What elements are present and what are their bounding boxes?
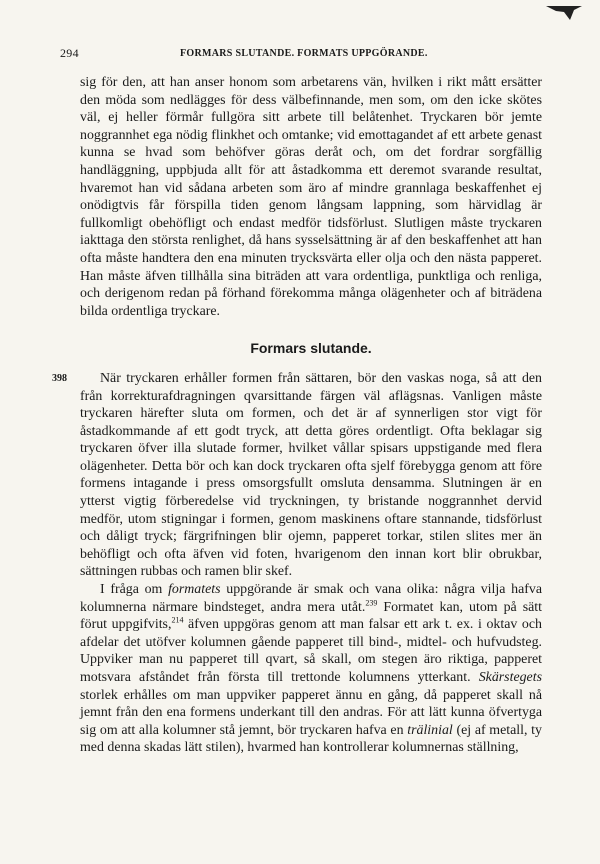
italic-term: Skärstegets — [478, 670, 542, 685]
running-title: FORMARS SLUTANDE. FORMATS UPPGÖRANDE. — [180, 48, 428, 59]
section-heading: Formars slutande. — [250, 340, 372, 357]
paragraph-formars-slutande: När tryckaren erhåller formen från sättaren, bör den vaskas noga, så att den från korrekturafdragningen qvarsittande färgen väl aflägsnas. Vanligen måste tryckaren härefter sluta om formen, och det är af synnerligen stor vigt för åstadkommande af ett godt tryck, att detta göres ordentligt. Ofta beklagar sig tryckaren öfver illa slutade former, hvilket vållar spisars uppstigande med flera olägenheter. Detta bör och kan dock tryckaren ofta sjelf förebygga genom att före formens intagande i press omsorgsfullt omsluta densamma. Slutningen är en ytterst vigtig förberedelse vid tryckningen, ty bristande noggrannhet dervid medför, utom stigningar i formen, genom maskinens oftare stannande, tidsförlust och dåligt tryck; färgrifningen blir ojemn, papperet torkar, stilen slites mer än behöfligt och ofta äfven vid foten, hvarigenom den innan kort blir obrukbar, sättningen rubbas och ramen blir skef. — [80, 370, 542, 580]
paragraph-continued: sig för den, att han anser honom som arbetarens vän, hvilken i rikt mått ersätter den möda som nedlägges för dess välbefinnande, men som, om den icke skötes väl, ej heller förmår fullgöra sitt arbete till belåtenhet. Tryckaren bör jemte noggrannhet ega nödig flinkhet och omtanke; vid emottagandet af ett arbete genast kunna se hvad som behöfver göras deråt och, om det fordrar sorgfällig handläggning, uppbjuda allt för att åstadkomma ett deremot svarande resultat, hvaremot han vid sådana arbeten som äro af mindre grannlaga beskaffenhet ej onödigtvis får förspilla tiden genom långsam lappning, som härvidlag är fullkomligt obehöfligt och endast medför tidsförlust. Slutligen måste tryckaren iakttaga den största renlighet, då hans sysselsättning är af den beskaffenhet att han ofta måste handtera den ena minuten trycksvärta eller olja och den nästa papperet. Han måste äfven tillhålla sina biträden att vara ordentliga, punktliga och renliga, och derigenom redan på förhand förekomma många olägenheter och af biträdena bilda ordentliga tryckare. — [80, 75, 542, 319]
italic-term: formatets — [168, 582, 221, 598]
footnote-ref: 214 — [171, 615, 184, 625]
page-number: 294 — [60, 46, 79, 60]
footnote-ref: 239 — [365, 598, 378, 607]
italic-term: trälinial — [407, 722, 453, 738]
margin-number: 398 — [52, 372, 67, 384]
print-mark-icon — [544, 2, 584, 24]
page-body — [52, 74, 542, 757]
numbered-paragraph — [52, 370, 542, 581]
paragraph-formats-uppgorande: I fråga om formatets uppgörande är smak och vana olika: några vilja hafva kolumnerna närmare bindsteget, andra mera utåt.$^{239}$ Formatet kan, utom på sätt förut uppgifvits,$^{214}$ äfven uppgöras genom att man falsar ett ark t. ex. i oktav och afdelar det utöfver kolumnen gående papperet till bind-, midtel- och hufvudsteg. Uppviker man nu papperet till qvart, så skall, om stegen äro riktiga, papperet motsvara afståndet från första till trettonde kolumnens ytterkant. Skärstegets storlek erhålles om man uppviker papperet ännu en gång, då papperet skall nå jemnt från den ena formens underkant till den andras. För att lätt kunna öfvertyga sig om att alla kolumner stå jemnt, bör tryckaren hafva en trälinial (ej af metall, ty med denna skadas lätt stilen), hvarmed han kontrollerar kolumnernas ställning, — [80, 582, 542, 756]
